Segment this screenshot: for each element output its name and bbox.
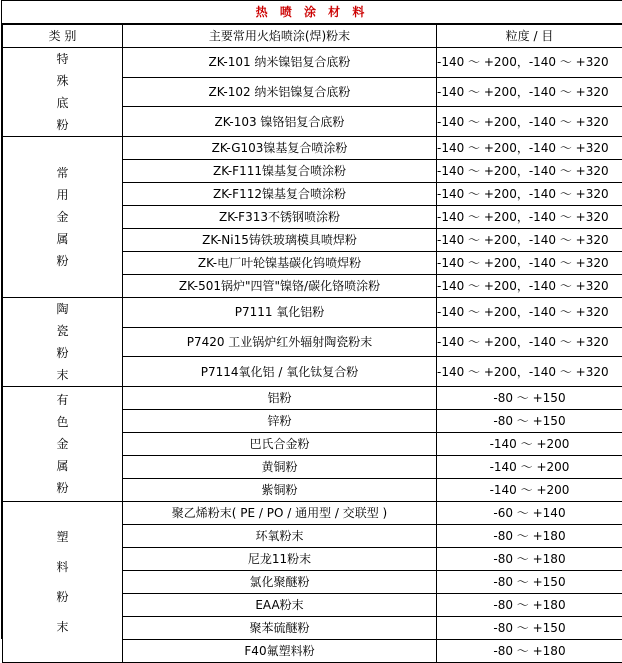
category-char: 色 — [3, 411, 122, 433]
material-name: ZK-101 纳米镍铝复合底粉 — [123, 48, 437, 78]
material-name: 锌粉 — [123, 410, 437, 433]
particle-size: -80 ～ +180 — [437, 548, 622, 571]
particle-size: -140 ～ +200，-140 ～ +320 — [437, 206, 622, 229]
material-name: P7111 氧化铝粉 — [123, 298, 437, 328]
particle-size: -60 ～ +140 — [437, 502, 622, 525]
table-row — [3, 298, 622, 328]
material-name: 聚苯硫醚粉 — [123, 617, 437, 640]
material-name: 尼龙11粉末 — [123, 548, 437, 571]
material-name: EAA粉末 — [123, 594, 437, 617]
category-char: 末 — [3, 364, 122, 386]
material-name: F40氟塑料粉 — [123, 640, 437, 663]
material-name: 环氧粉末 — [123, 525, 437, 548]
material-name: ZK-Ni15铸铁玻璃模具喷焊粉 — [123, 229, 437, 252]
table-row — [3, 48, 622, 78]
category-char: 塑 — [3, 526, 122, 548]
particle-size: -140 ～ +200，-140 ～ +320 — [437, 252, 622, 275]
material-name: 聚乙烯粉末( PE / PO / 通用型 / 交联型 ) — [123, 502, 437, 525]
category-char: 粉 — [3, 250, 122, 272]
header-category: 类 别 — [3, 25, 123, 48]
category-cell — [3, 48, 123, 137]
header-size: 粒度 / 目 — [437, 25, 622, 48]
material-name: ZK-F111镍基复合喷涂粉 — [123, 160, 437, 183]
table-row — [3, 387, 622, 410]
category-cell — [3, 502, 123, 663]
particle-size: -140 ～ +200，-140 ～ +320 — [437, 160, 622, 183]
particle-size: -140 ～ +200，-140 ～ +320 — [437, 77, 622, 107]
particle-size: -80 ～ +150 — [437, 410, 622, 433]
material-name: 铝粉 — [123, 387, 437, 410]
material-name: ZK-F112镍基复合喷涂粉 — [123, 183, 437, 206]
particle-size: -140 ～ +200，-140 ～ +320 — [437, 48, 622, 78]
particle-size: -80 ～ +150 — [437, 387, 622, 410]
particle-size: -80 ～ +180 — [437, 525, 622, 548]
category-char: 粉 — [3, 114, 122, 136]
material-name: ZK-103 镍铬铝复合底粉 — [123, 107, 437, 137]
material-name: 紫铜粉 — [123, 479, 437, 502]
material-name: 氯化聚醚粉 — [123, 571, 437, 594]
category-char: 特 — [3, 48, 122, 70]
header-name: 主要常用火焰喷涂(焊)粉末 — [123, 25, 437, 48]
category-char: 底 — [3, 92, 122, 114]
material-name: ZK-F313不锈钢喷涂粉 — [123, 206, 437, 229]
category-char: 金 — [3, 206, 122, 228]
particle-size: -140 ～ +200，-140 ～ +320 — [437, 357, 622, 387]
particle-size: -140 ～ +200，-140 ～ +320 — [437, 327, 622, 357]
particle-size: -140 ～ +200，-140 ～ +320 — [437, 298, 622, 328]
category-cell — [3, 137, 123, 298]
category-char: 粉 — [3, 477, 122, 499]
particle-size: -140 ～ +200 — [437, 479, 622, 502]
category-char: 属 — [3, 228, 122, 250]
particle-size: -80 ～ +150 — [437, 617, 622, 640]
category-char: 殊 — [3, 70, 122, 92]
material-name: ZK-电厂叶轮镍基碳化钨喷焊粉 — [123, 252, 437, 275]
category-char: 末 — [3, 616, 122, 638]
particle-size: -80 ～ +150 — [437, 571, 622, 594]
material-name: P7114氧化铝 / 氧化钛复合粉 — [123, 357, 437, 387]
materials-sheet — [1, 0, 622, 639]
material-name: 巴氏合金粉 — [123, 433, 437, 456]
category-char: 料 — [3, 556, 122, 578]
particle-size: -140 ～ +200，-140 ～ +320 — [437, 107, 622, 137]
sheet-title: 热 喷 涂 材 料 — [2, 1, 622, 24]
particle-size: -80 ～ +180 — [437, 594, 622, 617]
category-char: 常 — [3, 162, 122, 184]
particle-size: -140 ～ +200 — [437, 433, 622, 456]
material-name: ZK-G103镍基复合喷涂粉 — [123, 137, 437, 160]
particle-size: -140 ～ +200，-140 ～ +320 — [437, 183, 622, 206]
particle-size: -140 ～ +200，-140 ～ +320 — [437, 275, 622, 298]
material-name: ZK-501锅炉"四管"镍铬/碳化铬喷涂粉 — [123, 275, 437, 298]
category-cell — [3, 298, 123, 387]
category-char: 用 — [3, 184, 122, 206]
particle-size: -140 ～ +200 — [437, 456, 622, 479]
material-name: 黄铜粉 — [123, 456, 437, 479]
table-row — [3, 137, 622, 160]
category-char: 瓷 — [3, 320, 122, 342]
materials-table — [2, 24, 622, 663]
category-char: 陶 — [3, 298, 122, 320]
particle-size: -140 ～ +200，-140 ～ +320 — [437, 137, 622, 160]
material-name: P7420 工业锅炉红外辐射陶瓷粉末 — [123, 327, 437, 357]
table-row — [3, 502, 622, 525]
category-char: 金 — [3, 433, 122, 455]
header-row — [3, 25, 622, 48]
category-char: 有 — [3, 389, 122, 411]
category-char: 粉 — [3, 342, 122, 364]
material-name: ZK-102 纳米铝镍复合底粉 — [123, 77, 437, 107]
particle-size: -80 ～ +180 — [437, 640, 622, 663]
category-char: 粉 — [3, 586, 122, 608]
category-cell — [3, 387, 123, 502]
particle-size: -140 ～ +200，-140 ～ +320 — [437, 229, 622, 252]
category-char: 属 — [3, 455, 122, 477]
